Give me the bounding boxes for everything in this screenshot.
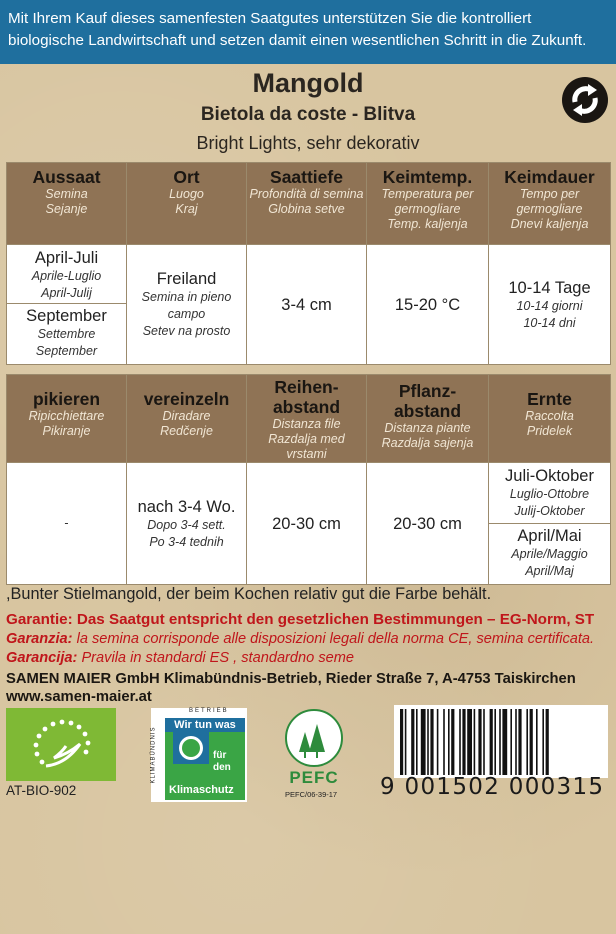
header-pflanzabstand: Pflanz-abstand Distanza piante Razdalja sajenja [367, 375, 489, 463]
header-reihenabstand: Reihen-abstand Distanza file Razdalja med vrstami [247, 375, 367, 463]
cell-pflanzabstand: 20-30 cm [367, 463, 489, 585]
cell-ernte [489, 463, 611, 585]
barcode-bar [459, 709, 461, 775]
header-keimtemp: Keimtemp. Temperatura per germogliare Temp. kaljenja [367, 163, 489, 245]
barcode-bar [530, 709, 533, 775]
barcode-bar [400, 709, 403, 775]
cell-aussaat [7, 245, 127, 365]
info-banner [0, 0, 616, 64]
banner-line-2: biologische Landwirtschaft und setzen damit einen wesentlichen Schritt in die Zukunft. [8, 32, 587, 49]
eu-organic-leaf-icon [6, 708, 116, 781]
aussaat-autumn: September Settembre September [26, 306, 107, 358]
barcode-number: 9 001502 000315 [380, 774, 605, 800]
barcode-bar [502, 709, 507, 775]
barcode-bar [437, 709, 439, 775]
banner-line-1: Mit Ihrem Kauf dieses samenfesten Saatgutes unterstützen Sie die kontrolliert [8, 10, 532, 27]
barcode-bar [494, 709, 496, 775]
guarantee-it: Garanzia: la semina corrisponde alle disposizioni legali della norma CE, semina certificata. [6, 631, 595, 647]
klimabuendnis-icon [151, 708, 247, 802]
ernte-summer: Juli-Oktober Luglio-Ottobre Julij-Oktober [489, 464, 610, 524]
barcode-bar [490, 709, 493, 775]
recycle-icon [561, 76, 609, 124]
barcode-bar [451, 709, 454, 775]
pefc-label: PEFC [289, 768, 339, 787]
barcode-bar [411, 709, 414, 775]
cell-pikieren: - [7, 463, 127, 585]
barcode-bar [430, 709, 433, 775]
barcode-bar [499, 709, 501, 775]
klima-line-3: Klimaschutz [169, 784, 234, 796]
barcode-bar [467, 709, 472, 775]
barcode-icon [394, 705, 608, 778]
klima-headline: Wir tun was [165, 718, 245, 732]
care-table [6, 374, 611, 585]
barcode-bar [518, 709, 521, 775]
header-keimdauer: Keimdauer Tempo per germogliare Dnevi kaljenja [489, 163, 611, 245]
cell-vereinzeln: nach 3-4 Wo. Dopo 3-4 sett. Po 3-4 tednih [127, 463, 247, 585]
barcode-bar [421, 709, 426, 775]
barcode-bar [536, 709, 538, 775]
barcode-bar [510, 709, 512, 775]
barcode-bar [474, 709, 476, 775]
barcode-bar [462, 709, 465, 775]
aussaat-spring: April-Juli Aprile-Luglio April-Julij [7, 246, 126, 304]
barcode-bar [427, 709, 429, 775]
cell-keimdauer: 10-14 Tage 10-14 giorni 10-14 dni [489, 245, 611, 365]
header-saattiefe: Saattiefe Profondità di semina Globina setve [247, 163, 367, 245]
header-aussaat: Aussaat Semina Sejanje [7, 163, 127, 245]
guarantee-de: Garantie: Das Saatgut entspricht den gesetzlichen Bestimmungen – EG-Norm, ST [6, 611, 595, 628]
pefc-code: PEFC/06-39-17 [285, 790, 338, 799]
barcode-bar [443, 709, 445, 775]
ernte-spring: April/Mai Aprile/Maggio April/Maj [511, 526, 588, 578]
barcode-bar [478, 709, 481, 775]
cell-ort: Freiland Semina in pieno campo Setev na prosto [127, 245, 247, 365]
barcode-bar [416, 709, 418, 775]
barcode-bar [526, 709, 528, 775]
header-vereinzeln: vereinzeln Diradare Redčenje [127, 375, 247, 463]
variety-description: ,Bunter Stielmangold, der beim Kochen relativ gut die Farbe behält. [6, 585, 492, 603]
pefc-icon [279, 708, 349, 802]
company-website: www.samen-maier.at [6, 689, 152, 705]
barcode-bar [405, 709, 407, 775]
barcode-bar [483, 709, 485, 775]
guarantee-sl: Garancija: Pravila in standardi ES , standardno seme [6, 650, 355, 666]
barcode-bar [546, 709, 549, 775]
barcode-bar [515, 709, 517, 775]
cell-reihenabstand: 20-30 cm [247, 463, 367, 585]
klima-line-2: den [213, 762, 231, 773]
product-title: Mangold [252, 68, 364, 98]
header-pikieren: pikieren Ripicchiettare Pikiranje [7, 375, 127, 463]
header-ernte: Ernte Raccolta Pridelek [489, 375, 611, 463]
product-variety: Bright Lights, sehr dekorativ [196, 133, 420, 153]
barcode-bar [448, 709, 450, 775]
cell-keimtemp: 15-20 °C [367, 245, 489, 365]
klima-line-1: für [213, 750, 227, 761]
product-translations: Bietola da coste - Blitva [200, 104, 416, 125]
header-ort: Ort Luogo Kraj [127, 163, 247, 245]
eu-organic-code: AT-BIO-902 [6, 783, 77, 798]
barcode-bar [542, 709, 544, 775]
klima-betrieb: BETRIEB [189, 708, 229, 714]
sowing-table [6, 162, 611, 365]
klima-side-text: KLIMABÜNDNIS [150, 726, 157, 784]
cell-saattiefe: 3-4 cm [247, 245, 367, 365]
company-address: SAMEN MAIER GmbH Klimabündnis-Betrieb, Rieder Straße 7, A-4753 Taiskirchen [6, 671, 576, 687]
